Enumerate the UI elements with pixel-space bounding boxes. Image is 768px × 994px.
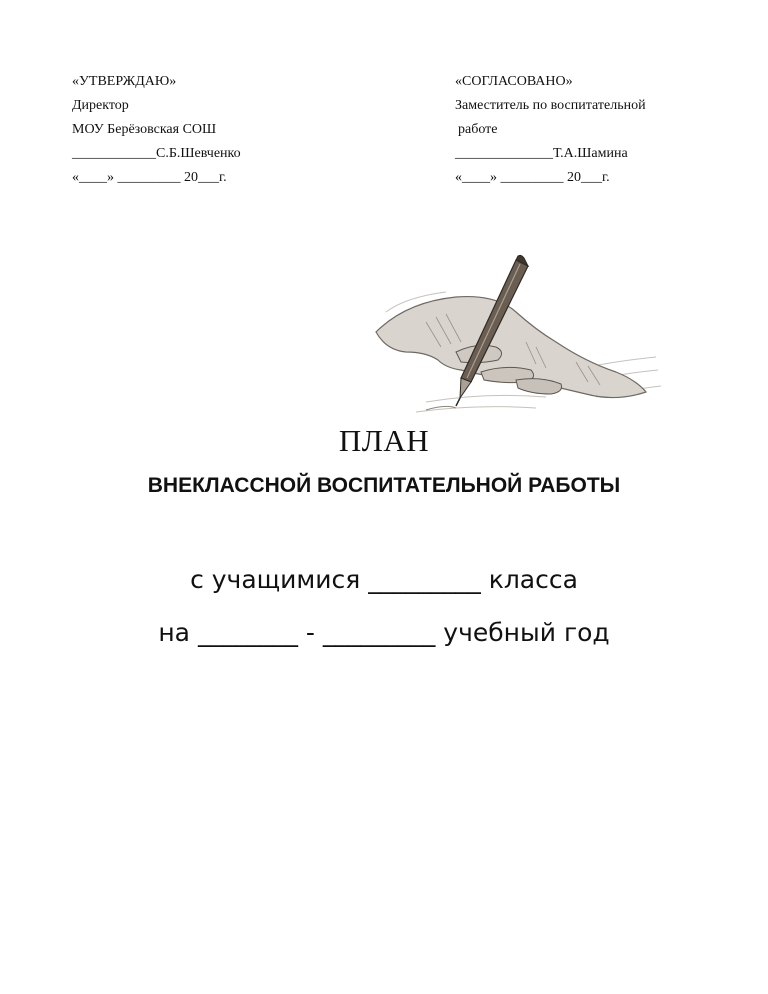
agreement-header: «СОГЛАСОВАНО» [455, 74, 573, 89]
approval-date: «____» _________ 20___г. [72, 170, 227, 185]
plan-subtitle: ВНЕКЛАССНОЙ ВОСПИТАТЕЛЬНОЙ РАБОТЫ [147, 474, 621, 497]
class-fill-line: с учащимися _________ класса [190, 565, 578, 594]
agreer-position: Заместитель по воспитательной [455, 98, 646, 113]
agreer-position-continued: работе [458, 122, 498, 137]
hand-writing-with-pen-illustration [366, 252, 666, 422]
approver-signature: ____________С.Б.Шевченко [72, 146, 241, 161]
academic-year-fill-line: на ________ - _________ учебный год [158, 618, 610, 647]
approval-block-right [455, 70, 646, 190]
agreement-date: «____» _________ 20___г. [455, 170, 610, 185]
approval-block-left [72, 70, 241, 190]
approver-organization: МОУ Берёзовская СОШ [72, 122, 217, 137]
plan-title: ПЛАН [338, 423, 430, 458]
approval-header: «УТВЕРЖДАЮ» [72, 74, 177, 89]
approver-position: Директор [72, 98, 129, 113]
agreer-signature: ______________Т.А.Шамина [455, 146, 628, 161]
